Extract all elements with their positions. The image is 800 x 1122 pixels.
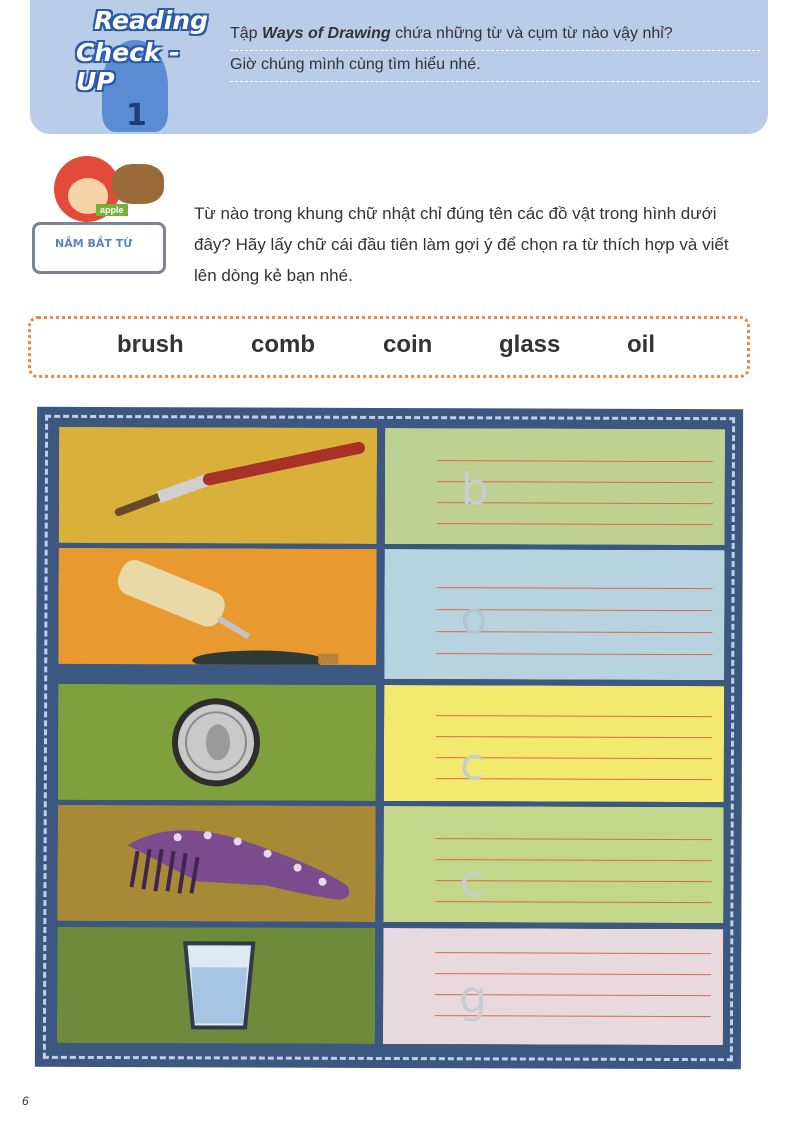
section-label: NẮM BẮT TỪ: [55, 237, 133, 250]
answer-input[interactable]: [435, 838, 715, 904]
picture-coin: [58, 684, 376, 801]
mascot-tag: apple: [96, 204, 128, 216]
mascot: [32, 152, 164, 274]
intro-line-1: Tập Ways of Drawing chứa những từ và cụm từ nào vậy nhỉ?: [230, 20, 760, 51]
hint-letter: b: [460, 464, 489, 516]
answer-box-2: [384, 549, 724, 680]
paintbrush-icon: [59, 427, 377, 544]
word-bank-item: coin: [383, 331, 433, 358]
answer-box-5: [383, 928, 723, 1045]
hint-letter: g: [459, 972, 488, 1024]
picture-paintbrush: [59, 427, 377, 544]
header-banner: [30, 0, 768, 134]
hint-letter: c: [459, 856, 484, 908]
word-bank-item: brush: [117, 331, 184, 358]
section-number: 1: [126, 98, 147, 133]
word-bank-item: glass: [499, 331, 561, 358]
picture-glass: [57, 927, 375, 1044]
picture-comb: [57, 805, 375, 922]
answer-box-3: [384, 685, 724, 802]
page-number: 6: [22, 1094, 29, 1108]
exercise-frame: [35, 407, 743, 1069]
coin-icon: [58, 684, 376, 801]
comb-icon: [57, 805, 375, 922]
word-bank-item: comb: [251, 331, 316, 358]
answer-box-1: [385, 428, 725, 545]
intro-line-2: Giờ chúng mình cùng tìm hiểu nhé.: [230, 51, 760, 82]
answer-input[interactable]: [436, 715, 716, 781]
word-bank-item: oil: [627, 331, 655, 358]
intro-text: [230, 20, 760, 82]
oil-bottle-icon: [58, 548, 376, 665]
reading-checkup-logo: [64, 0, 214, 134]
glass-icon: [57, 927, 375, 1044]
word-bank: [28, 316, 750, 378]
logo-line2: Check - UP: [76, 38, 180, 96]
hint-letter: c: [459, 739, 485, 791]
instruction-text: Từ nào trong khung chữ nhật chỉ đúng tên các đồ vật trong hình dưới đây? Hãy lấy chữ cái đầu tiên làm gợi ý để chọn ra từ thích hợp và viết lên dòng kẻ bạn nhé.: [194, 204, 729, 285]
answer-input[interactable]: [436, 587, 716, 656]
dog-icon: [112, 164, 164, 204]
answer-input[interactable]: [435, 952, 715, 1018]
hint-letter: o: [460, 593, 488, 645]
picture-oil-bottle: [58, 548, 376, 665]
section-label-box: [32, 222, 166, 274]
logo-line1: Reading: [94, 6, 208, 35]
answer-input[interactable]: [437, 460, 717, 526]
answer-box-4: [383, 806, 723, 923]
